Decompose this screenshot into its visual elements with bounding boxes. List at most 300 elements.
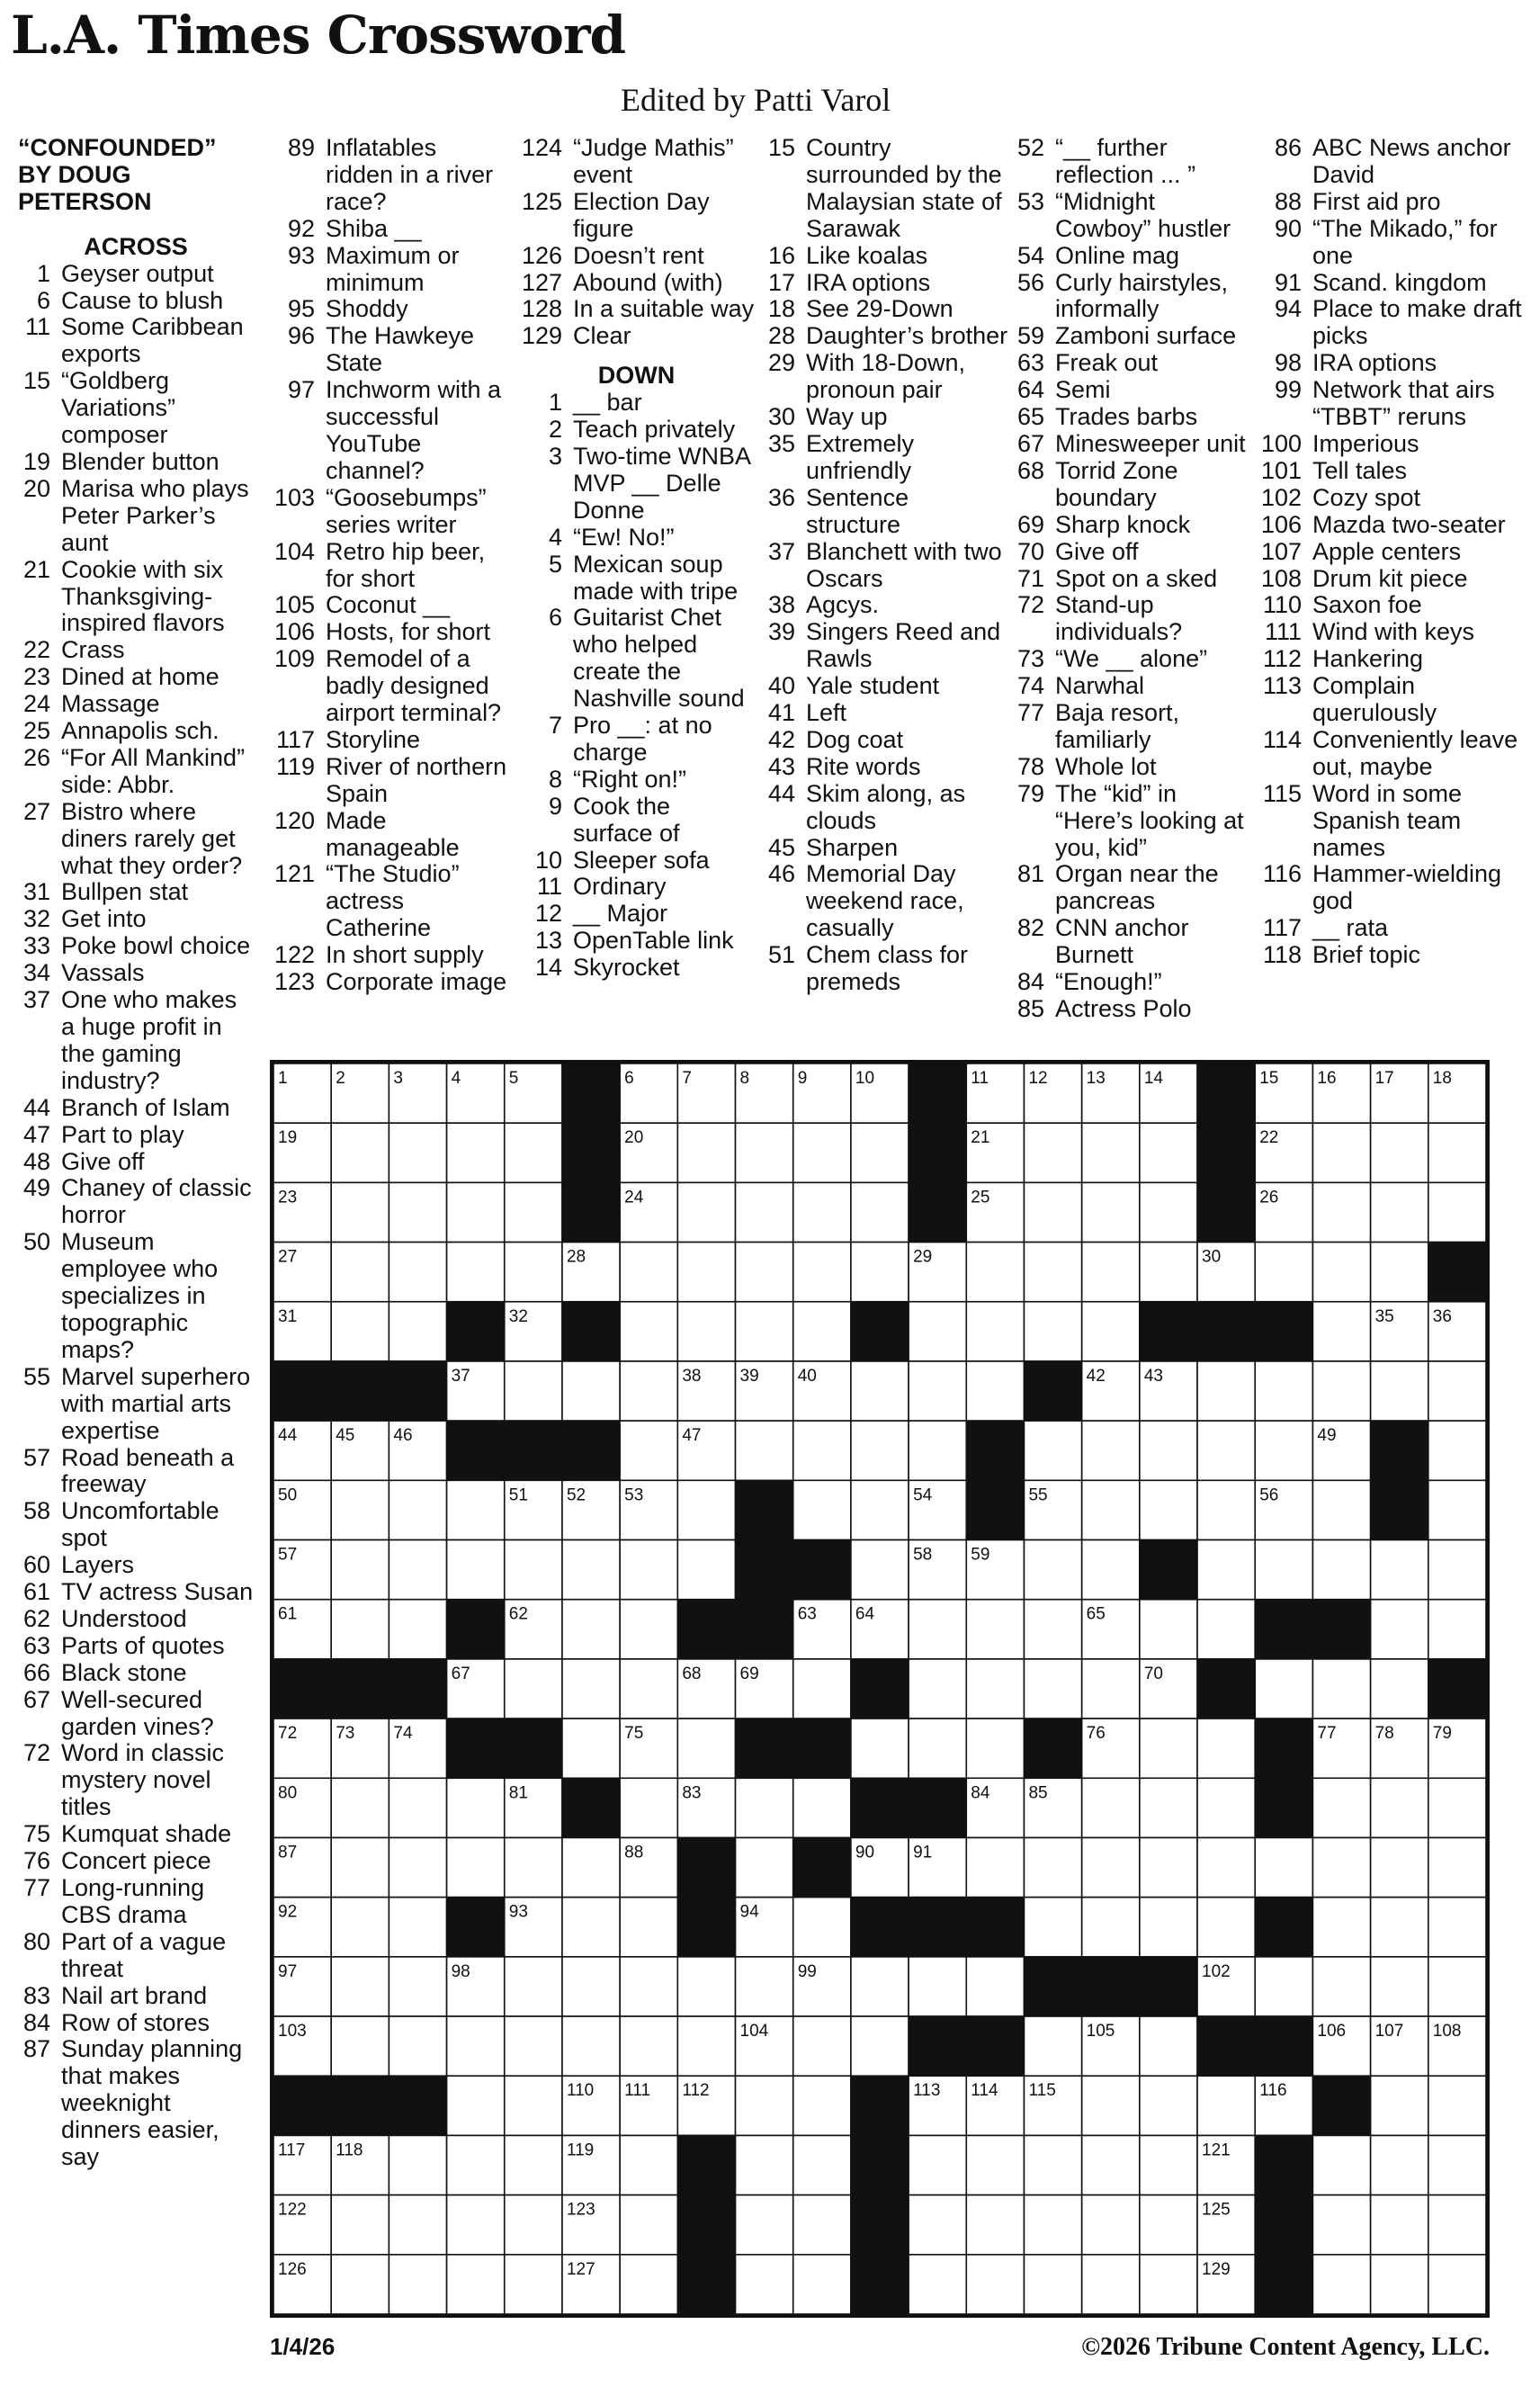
grid-cell[interactable] bbox=[1312, 2255, 1370, 2314]
grid-cell[interactable] bbox=[909, 1600, 966, 1659]
grid-cell[interactable] bbox=[1024, 2195, 1081, 2255]
grid-cell[interactable] bbox=[1197, 1421, 1255, 1480]
grid-cell[interactable] bbox=[331, 1243, 389, 1302]
grid-cell[interactable] bbox=[1197, 1837, 1255, 1897]
grid-cell[interactable] bbox=[1082, 1302, 1140, 1361]
grid-cell[interactable] bbox=[1197, 1718, 1255, 1778]
grid-cell[interactable] bbox=[1255, 1361, 1312, 1421]
grid-cell[interactable] bbox=[966, 1957, 1024, 2016]
grid-cell[interactable] bbox=[331, 1957, 389, 2016]
grid-cell[interactable] bbox=[1082, 1837, 1140, 1897]
grid-cell[interactable] bbox=[1024, 1123, 1081, 1182]
grid-cell[interactable] bbox=[1024, 1243, 1081, 1302]
grid-cell[interactable] bbox=[1140, 2135, 1197, 2194]
grid-cell[interactable] bbox=[966, 1600, 1024, 1659]
grid-cell[interactable] bbox=[966, 1659, 1024, 1718]
grid-cell[interactable] bbox=[909, 1361, 966, 1421]
grid-cell[interactable] bbox=[1140, 1123, 1197, 1182]
grid-cell[interactable] bbox=[1140, 1480, 1197, 1539]
grid-cell[interactable] bbox=[389, 1898, 446, 1957]
grid-cell[interactable] bbox=[736, 1957, 793, 2016]
grid-cell[interactable] bbox=[620, 2255, 677, 2314]
grid-cell[interactable] bbox=[1082, 1182, 1140, 1242]
grid-cell[interactable] bbox=[389, 1957, 446, 2016]
grid-cell[interactable] bbox=[1255, 1243, 1312, 1302]
grid-cell[interactable] bbox=[736, 1123, 793, 1182]
clue-text: Scand. kingdom bbox=[1312, 268, 1487, 296]
grid-cell[interactable] bbox=[447, 1837, 505, 1897]
grid-cell[interactable] bbox=[1312, 1182, 1370, 1242]
grid-cell[interactable] bbox=[1024, 2255, 1081, 2314]
grid-cell[interactable] bbox=[505, 1123, 562, 1182]
grid-cell[interactable] bbox=[1428, 1957, 1486, 2016]
grid-cell[interactable] bbox=[1255, 1421, 1312, 1480]
grid-cell[interactable] bbox=[1428, 1421, 1486, 1480]
grid-cell[interactable] bbox=[389, 1182, 446, 1242]
clue-down-7 bbox=[517, 713, 756, 767]
grid-cell[interactable] bbox=[1428, 1837, 1486, 1897]
clue-number: 51 bbox=[767, 941, 795, 969]
grid-cell[interactable] bbox=[1140, 1898, 1197, 1957]
grid-cell[interactable] bbox=[1371, 1182, 1428, 1242]
grid-cell[interactable] bbox=[793, 1778, 851, 1837]
grid-cell[interactable] bbox=[1371, 1243, 1428, 1302]
grid-cell[interactable] bbox=[389, 1837, 446, 1897]
grid-cell[interactable] bbox=[793, 1182, 851, 1242]
grid-cell[interactable] bbox=[505, 1540, 562, 1600]
grid-cell[interactable] bbox=[736, 2255, 793, 2314]
grid-cell[interactable] bbox=[793, 1659, 851, 1718]
grid-cell[interactable] bbox=[620, 1659, 677, 1718]
grid-cell[interactable] bbox=[1082, 1123, 1140, 1182]
grid-cell[interactable] bbox=[851, 1361, 909, 1421]
grid-cell[interactable] bbox=[1024, 2135, 1081, 2194]
grid-cell[interactable] bbox=[1371, 1540, 1428, 1600]
grid-cell[interactable] bbox=[1082, 1480, 1140, 1539]
clue-text: Museum employee who specializes in topographic maps? bbox=[61, 1228, 219, 1363]
grid-cell[interactable] bbox=[331, 1302, 389, 1361]
grid-cell[interactable] bbox=[620, 1421, 677, 1480]
cell-number: 104 bbox=[739, 2022, 769, 2042]
grid-cell[interactable] bbox=[1371, 1957, 1428, 2016]
grid-cell[interactable] bbox=[793, 1243, 851, 1302]
grid-cell[interactable] bbox=[1024, 1182, 1081, 1242]
grid-cell[interactable] bbox=[620, 1540, 677, 1600]
grid-cell[interactable] bbox=[447, 2255, 505, 2314]
clue-text: “We __ alone” bbox=[1055, 645, 1208, 673]
grid-cell[interactable] bbox=[389, 2195, 446, 2255]
grid-cell[interactable] bbox=[1082, 1540, 1140, 1600]
grid-cell[interactable] bbox=[677, 2016, 735, 2076]
grid-cell[interactable] bbox=[1371, 1361, 1428, 1421]
clue-across-124 bbox=[517, 135, 756, 189]
cell-number: 76 bbox=[1086, 1724, 1106, 1744]
grid-cell[interactable] bbox=[620, 1361, 677, 1421]
grid-cell[interactable] bbox=[331, 1898, 389, 1957]
grid-cell[interactable] bbox=[505, 1659, 562, 1718]
grid-cell[interactable] bbox=[389, 1302, 446, 1361]
grid-cell[interactable] bbox=[677, 1182, 735, 1242]
grid-cell[interactable] bbox=[677, 1957, 735, 2016]
grid-cell[interactable] bbox=[1024, 1837, 1081, 1897]
clue-across-75 bbox=[18, 1821, 254, 1848]
grid-cell[interactable] bbox=[1082, 2255, 1140, 2314]
clue-text: Get into bbox=[61, 905, 147, 933]
grid-cell[interactable] bbox=[389, 1480, 446, 1539]
grid-cell[interactable] bbox=[331, 1837, 389, 1897]
grid-cell[interactable] bbox=[736, 2195, 793, 2255]
clue-number: 46 bbox=[767, 860, 795, 888]
grid-cell[interactable] bbox=[909, 1302, 966, 1361]
clue-number: 128 bbox=[521, 295, 562, 323]
clue-number: 6 bbox=[36, 286, 50, 314]
grid-cell[interactable] bbox=[1140, 1778, 1197, 1837]
grid-cell[interactable] bbox=[447, 2135, 505, 2194]
clue-number: 110 bbox=[1262, 591, 1302, 619]
grid-cell[interactable] bbox=[389, 1243, 446, 1302]
clue-down-84 bbox=[1012, 969, 1257, 996]
grid-cell[interactable] bbox=[1082, 1243, 1140, 1302]
grid-cell[interactable] bbox=[505, 1837, 562, 1897]
grid-cell[interactable] bbox=[1371, 1778, 1428, 1837]
clue-across-72 bbox=[18, 1740, 254, 1821]
clue-number: 62 bbox=[22, 1604, 50, 1632]
grid-cell[interactable] bbox=[1428, 1540, 1486, 1600]
clue-text: Blender button bbox=[61, 447, 219, 475]
grid-cell[interactable] bbox=[1312, 1957, 1370, 2016]
grid-cell[interactable] bbox=[1428, 2135, 1486, 2194]
grid-cell[interactable] bbox=[1197, 1540, 1255, 1600]
grid-cell[interactable] bbox=[447, 2076, 505, 2135]
grid-cell[interactable] bbox=[505, 1957, 562, 2016]
grid-cell[interactable] bbox=[793, 1898, 851, 1957]
grid-cell[interactable] bbox=[1197, 1600, 1255, 1659]
grid-cell[interactable] bbox=[909, 2255, 966, 2314]
grid-cell[interactable] bbox=[966, 1361, 1024, 1421]
clue-number: 47 bbox=[22, 1120, 50, 1148]
grid-cell[interactable] bbox=[562, 2016, 620, 2076]
grid-cell[interactable] bbox=[1197, 2076, 1255, 2135]
grid-cell[interactable] bbox=[1428, 1600, 1486, 1659]
grid-cell[interactable] bbox=[736, 2076, 793, 2135]
grid-cell[interactable] bbox=[1024, 1302, 1081, 1361]
grid-cell[interactable] bbox=[909, 1718, 966, 1778]
grid-cell[interactable] bbox=[505, 1243, 562, 1302]
grid-cell[interactable] bbox=[331, 1123, 389, 1182]
crossword-grid[interactable] bbox=[270, 1060, 1490, 2318]
grid-cell[interactable] bbox=[793, 1123, 851, 1182]
grid-cell[interactable] bbox=[620, 1778, 677, 1837]
grid-cell[interactable] bbox=[966, 2135, 1024, 2194]
grid-cell[interactable] bbox=[620, 1302, 677, 1361]
grid-cell[interactable] bbox=[389, 1778, 446, 1837]
grid-cell[interactable] bbox=[1428, 2195, 1486, 2255]
grid-cell[interactable] bbox=[1197, 1778, 1255, 1837]
clue-number: 30 bbox=[767, 403, 795, 431]
cell-number: 110 bbox=[566, 2081, 595, 2101]
grid-cell[interactable] bbox=[909, 2135, 966, 2194]
grid-cell[interactable] bbox=[331, 2016, 389, 2076]
grid-cell[interactable] bbox=[1140, 1837, 1197, 1897]
grid-cell[interactable] bbox=[562, 1898, 620, 1957]
grid-cell[interactable] bbox=[1312, 1837, 1370, 1897]
grid-cell[interactable] bbox=[562, 1718, 620, 1778]
grid-cell[interactable] bbox=[505, 1361, 562, 1421]
grid-cell[interactable] bbox=[331, 1480, 389, 1539]
grid-cell[interactable] bbox=[909, 1957, 966, 2016]
grid-cell[interactable] bbox=[1197, 1480, 1255, 1539]
grid-cell[interactable] bbox=[447, 2195, 505, 2255]
grid-cell[interactable] bbox=[793, 1302, 851, 1361]
grid-cell[interactable] bbox=[851, 1123, 909, 1182]
grid-cell[interactable] bbox=[1428, 2255, 1486, 2314]
grid-cell[interactable] bbox=[736, 1182, 793, 1242]
grid-cell[interactable] bbox=[966, 1837, 1024, 1897]
grid-cell[interactable] bbox=[677, 1123, 735, 1182]
clue-down-1 bbox=[517, 390, 756, 417]
grid-cell[interactable] bbox=[1197, 1361, 1255, 1421]
grid-cell[interactable] bbox=[851, 1480, 909, 1539]
clue-across-25 bbox=[18, 718, 254, 745]
grid-cell[interactable] bbox=[1312, 1540, 1370, 1600]
clue-across-117 bbox=[270, 727, 508, 754]
grid-cell[interactable] bbox=[736, 1302, 793, 1361]
grid-cell[interactable] bbox=[331, 1600, 389, 1659]
grid-cell[interactable] bbox=[1312, 1480, 1370, 1539]
grid-cell[interactable] bbox=[447, 1182, 505, 1242]
grid-cell[interactable] bbox=[1140, 1182, 1197, 1242]
grid-cell[interactable] bbox=[851, 1421, 909, 1480]
grid-cell[interactable] bbox=[1140, 1718, 1197, 1778]
grid-cell[interactable] bbox=[389, 2255, 446, 2314]
grid-cell[interactable] bbox=[851, 1718, 909, 1778]
grid-cell[interactable] bbox=[562, 1600, 620, 1659]
grid-cell[interactable] bbox=[736, 1421, 793, 1480]
grid-cell[interactable] bbox=[1371, 2195, 1428, 2255]
grid-cell[interactable] bbox=[1312, 1778, 1370, 1837]
grid-cell[interactable] bbox=[620, 1957, 677, 2016]
grid-cell[interactable] bbox=[1371, 2135, 1428, 2194]
grid-cell[interactable] bbox=[1312, 1898, 1370, 1957]
grid-cell[interactable] bbox=[505, 2255, 562, 2314]
grid-cell[interactable] bbox=[1140, 1600, 1197, 1659]
grid-cell[interactable] bbox=[562, 1659, 620, 1718]
grid-cell[interactable] bbox=[620, 1600, 677, 1659]
grid-cell[interactable] bbox=[851, 2016, 909, 2076]
grid-cell[interactable] bbox=[620, 2135, 677, 2194]
grid-cell[interactable] bbox=[793, 1421, 851, 1480]
grid-cell[interactable] bbox=[851, 1243, 909, 1302]
grid-cell[interactable] bbox=[331, 2255, 389, 2314]
clue-across-22 bbox=[18, 637, 254, 664]
clue-across-47 bbox=[18, 1122, 254, 1149]
grid-cell[interactable] bbox=[620, 1243, 677, 1302]
grid-cell[interactable] bbox=[1024, 1421, 1081, 1480]
grid-cell[interactable] bbox=[1140, 1421, 1197, 1480]
clue-across-125 bbox=[517, 189, 756, 243]
grid-cell[interactable] bbox=[1312, 1302, 1370, 1361]
grid-cell[interactable] bbox=[1082, 1659, 1140, 1718]
grid-cell[interactable] bbox=[620, 2016, 677, 2076]
clue-number: 66 bbox=[22, 1658, 50, 1686]
grid-cell[interactable] bbox=[1255, 1540, 1312, 1600]
grid-cell[interactable] bbox=[1255, 1659, 1312, 1718]
grid-cell[interactable] bbox=[1312, 2195, 1370, 2255]
grid-cell[interactable] bbox=[1312, 1243, 1370, 1302]
grid-cell[interactable] bbox=[1312, 1361, 1370, 1421]
grid-cell[interactable] bbox=[331, 1540, 389, 1600]
cell-number: 32 bbox=[508, 1306, 528, 1326]
grid-cell[interactable] bbox=[1371, 1898, 1428, 1957]
grid-cell[interactable] bbox=[793, 2255, 851, 2314]
grid-cell[interactable] bbox=[966, 1718, 1024, 1778]
black-square bbox=[447, 1302, 505, 1361]
clue-text: Memorial Day weekend race, casually bbox=[806, 860, 964, 942]
grid-cell[interactable] bbox=[389, 2135, 446, 2194]
grid-cell[interactable] bbox=[677, 1718, 735, 1778]
grid-cell[interactable] bbox=[1371, 1659, 1428, 1718]
grid-cell[interactable] bbox=[1082, 2076, 1140, 2135]
grid-cell[interactable] bbox=[1082, 1778, 1140, 1837]
grid-cell[interactable] bbox=[331, 1182, 389, 1242]
grid-cell[interactable] bbox=[966, 2195, 1024, 2255]
grid-cell[interactable] bbox=[736, 1243, 793, 1302]
grid-cell[interactable] bbox=[909, 1421, 966, 1480]
grid-cell[interactable] bbox=[1024, 1540, 1081, 1600]
grid-cell[interactable] bbox=[793, 1480, 851, 1539]
grid-cell[interactable] bbox=[1312, 2135, 1370, 2194]
grid-cell[interactable] bbox=[447, 1243, 505, 1302]
grid-cell[interactable] bbox=[1140, 1243, 1197, 1302]
grid-cell[interactable] bbox=[1428, 1778, 1486, 1837]
grid-cell[interactable] bbox=[1312, 1659, 1370, 1718]
grid-cell[interactable] bbox=[736, 1837, 793, 1897]
black-square bbox=[562, 1302, 620, 1361]
grid-cell[interactable] bbox=[562, 1837, 620, 1897]
grid-cell[interactable] bbox=[966, 2255, 1024, 2314]
grid-cell[interactable] bbox=[793, 2016, 851, 2076]
grid-cell[interactable] bbox=[1428, 2076, 1486, 2135]
grid-cell[interactable] bbox=[851, 1957, 909, 2016]
grid-cell[interactable] bbox=[1428, 1480, 1486, 1539]
grid-cell[interactable] bbox=[620, 2195, 677, 2255]
grid-cell[interactable] bbox=[966, 1302, 1024, 1361]
grid-cell[interactable] bbox=[1197, 1898, 1255, 1957]
grid-cell[interactable] bbox=[1312, 1123, 1370, 1182]
grid-cell[interactable] bbox=[1024, 1600, 1081, 1659]
clue-number: 2 bbox=[548, 416, 562, 444]
grid-cell[interactable] bbox=[389, 2016, 446, 2076]
cell-number: 41 bbox=[1028, 1366, 1048, 1386]
grid-cell[interactable] bbox=[331, 1778, 389, 1837]
clue-number: 81 bbox=[1016, 860, 1044, 888]
grid-cell[interactable] bbox=[793, 2135, 851, 2194]
grid-cell[interactable] bbox=[736, 2135, 793, 2194]
grid-cell[interactable] bbox=[447, 1123, 505, 1182]
grid-cell[interactable] bbox=[1082, 2135, 1140, 2194]
grid-cell[interactable] bbox=[505, 2016, 562, 2076]
cell-number: 2 bbox=[336, 1069, 345, 1088]
grid-cell[interactable] bbox=[505, 2135, 562, 2194]
grid-cell[interactable] bbox=[562, 1540, 620, 1600]
grid-cell[interactable] bbox=[562, 1957, 620, 2016]
grid-cell[interactable] bbox=[793, 2195, 851, 2255]
clue-down-112 bbox=[1255, 646, 1525, 673]
grid-cell[interactable] bbox=[1140, 2016, 1197, 2076]
grid-cell[interactable] bbox=[447, 1778, 505, 1837]
grid-cell[interactable] bbox=[505, 1182, 562, 1242]
grid-cell[interactable] bbox=[851, 1182, 909, 1242]
grid-cell[interactable] bbox=[1371, 1600, 1428, 1659]
grid-cell[interactable] bbox=[620, 1898, 677, 1957]
grid-cell[interactable] bbox=[389, 1540, 446, 1600]
grid-cell[interactable] bbox=[677, 1302, 735, 1361]
grid-cell[interactable] bbox=[1428, 1123, 1486, 1182]
grid-cell[interactable] bbox=[505, 2076, 562, 2135]
cell-number: 123 bbox=[566, 2200, 595, 2220]
grid-cell[interactable] bbox=[1082, 1898, 1140, 1957]
clue-number: 129 bbox=[521, 322, 562, 350]
grid-cell[interactable] bbox=[447, 2016, 505, 2076]
grid-cell[interactable] bbox=[1024, 1898, 1081, 1957]
grid-cell[interactable] bbox=[1082, 1421, 1140, 1480]
grid-cell[interactable] bbox=[677, 1540, 735, 1600]
grid-cell[interactable] bbox=[1371, 1123, 1428, 1182]
grid-cell[interactable] bbox=[1082, 2195, 1140, 2255]
grid-cell[interactable] bbox=[793, 2076, 851, 2135]
grid-cell[interactable] bbox=[1140, 2195, 1197, 2255]
cell-number: 100 bbox=[1086, 1961, 1115, 1981]
grid-cell[interactable] bbox=[389, 1600, 446, 1659]
clue-down-69 bbox=[1012, 512, 1257, 539]
grid-cell[interactable] bbox=[1428, 1898, 1486, 1957]
grid-cell[interactable] bbox=[1255, 1957, 1312, 2016]
grid-cell[interactable] bbox=[966, 1243, 1024, 1302]
grid-cell[interactable] bbox=[331, 2195, 389, 2255]
grid-cell[interactable] bbox=[1024, 1659, 1081, 1718]
grid-cell[interactable] bbox=[1428, 1182, 1486, 1242]
grid-cell[interactable] bbox=[909, 2195, 966, 2255]
cell-number: 64 bbox=[855, 1604, 875, 1624]
grid-cell[interactable] bbox=[1428, 1361, 1486, 1421]
grid-cell[interactable] bbox=[736, 1778, 793, 1837]
grid-cell[interactable] bbox=[505, 2195, 562, 2255]
grid-cell[interactable] bbox=[447, 1480, 505, 1539]
clue-text: Bullpen stat bbox=[61, 878, 189, 906]
grid-cell[interactable] bbox=[851, 1540, 909, 1600]
clue-text: Shoddy bbox=[326, 295, 408, 323]
grid-cell[interactable] bbox=[1255, 1837, 1312, 1897]
grid-cell[interactable] bbox=[1371, 1837, 1428, 1897]
cell-number: 129 bbox=[1202, 2259, 1231, 2279]
grid-cell[interactable] bbox=[1024, 2016, 1081, 2076]
grid-cell[interactable] bbox=[1371, 2076, 1428, 2135]
grid-cell[interactable] bbox=[447, 1540, 505, 1600]
grid-cell[interactable] bbox=[1140, 2076, 1197, 2135]
grid-cell[interactable] bbox=[1371, 2255, 1428, 2314]
cell-number: 106 bbox=[1317, 2022, 1347, 2042]
grid-cell[interactable] bbox=[909, 1659, 966, 1718]
clue-number: 109 bbox=[273, 645, 315, 673]
grid-cell[interactable] bbox=[389, 1123, 446, 1182]
grid-cell[interactable] bbox=[1140, 2255, 1197, 2314]
clue-number: 42 bbox=[767, 725, 795, 753]
clue-text: “Judge Mathis” event bbox=[573, 134, 734, 188]
grid-cell[interactable] bbox=[562, 1361, 620, 1421]
grid-cell[interactable] bbox=[677, 1480, 735, 1539]
clue-across-34 bbox=[18, 960, 254, 987]
grid-cell[interactable] bbox=[677, 1243, 735, 1302]
